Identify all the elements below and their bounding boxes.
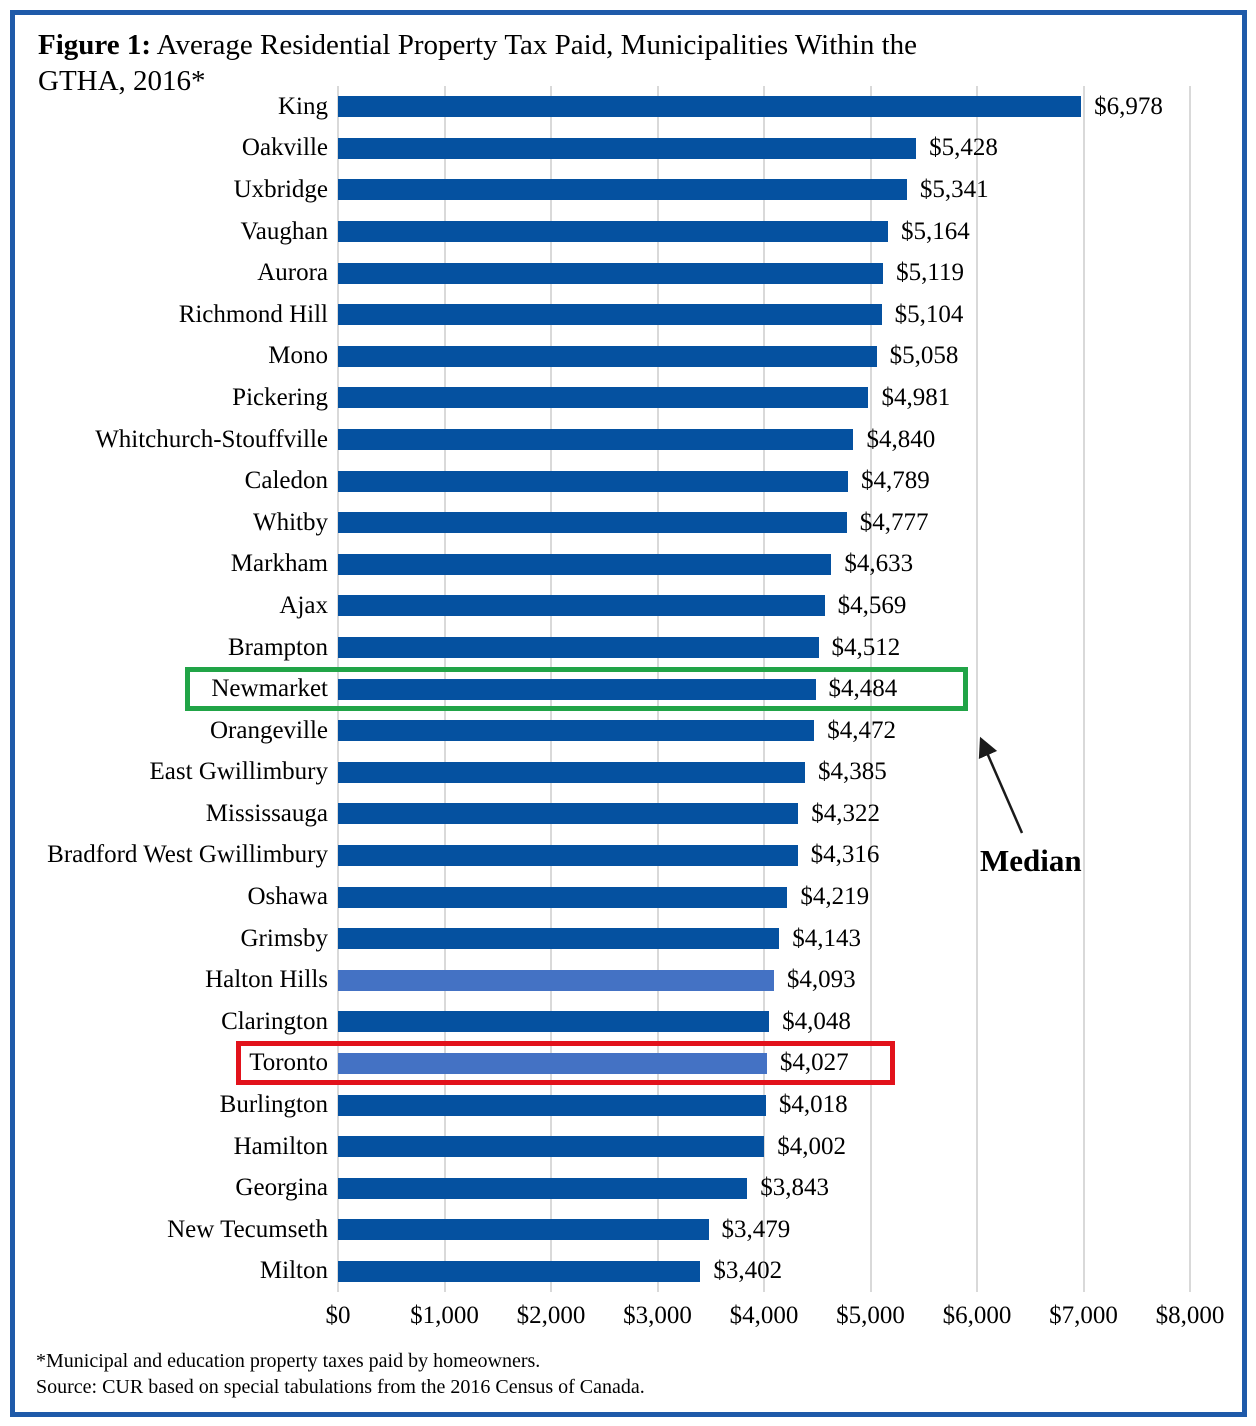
x-tick-label: $2,000 bbox=[516, 1302, 586, 1329]
category-label: Halton Hills bbox=[205, 966, 328, 994]
bar-row bbox=[28, 128, 1228, 170]
bar-zone bbox=[338, 294, 1190, 336]
x-tick-label: $1,000 bbox=[410, 1302, 479, 1329]
bar-row bbox=[28, 1001, 1228, 1043]
bar-row bbox=[28, 918, 1228, 960]
category-label: King bbox=[278, 92, 328, 120]
category-label: Vaughan bbox=[240, 217, 328, 245]
bar-row bbox=[28, 752, 1228, 794]
bar bbox=[338, 679, 816, 700]
bar bbox=[338, 387, 868, 408]
value-label: $4,484 bbox=[828, 675, 898, 703]
category-label: Markham bbox=[230, 550, 328, 578]
value-label: $4,316 bbox=[810, 841, 880, 869]
bar-row bbox=[28, 211, 1228, 253]
category-label: Clarington bbox=[221, 1007, 328, 1035]
bar-row bbox=[28, 1043, 1228, 1085]
value-label: $5,428 bbox=[929, 134, 998, 162]
bar-zone bbox=[338, 918, 1190, 960]
category-label: Milton bbox=[259, 1257, 328, 1285]
bar bbox=[338, 595, 825, 616]
bar-zone bbox=[338, 1043, 1190, 1085]
value-label: $4,569 bbox=[837, 591, 907, 619]
bar bbox=[338, 96, 1081, 117]
bar bbox=[338, 1095, 766, 1116]
bar-zone bbox=[338, 502, 1190, 544]
bar-row bbox=[28, 585, 1228, 627]
category-label: Newmarket bbox=[211, 675, 328, 703]
bar bbox=[338, 928, 779, 949]
category-label: Grimsby bbox=[240, 924, 328, 952]
category-label: Mono bbox=[268, 342, 328, 370]
x-tick-label: $7,000 bbox=[1049, 1302, 1118, 1329]
title-figure-number: Figure 1: bbox=[38, 29, 152, 61]
bar bbox=[338, 471, 848, 492]
bar bbox=[338, 1011, 769, 1032]
category-label: Ajax bbox=[279, 591, 328, 619]
value-label: $4,018 bbox=[778, 1091, 848, 1119]
bar bbox=[338, 1178, 747, 1199]
category-label: Oshawa bbox=[247, 883, 328, 911]
bar bbox=[338, 138, 916, 159]
chart-title bbox=[38, 27, 988, 99]
category-label: Uxbridge bbox=[233, 175, 328, 203]
category-label: Whitby bbox=[253, 508, 328, 536]
x-tick-label: $5,000 bbox=[836, 1302, 905, 1329]
value-label: $4,472 bbox=[827, 716, 897, 744]
bar-zone bbox=[338, 419, 1190, 461]
bar-zone bbox=[338, 460, 1190, 502]
category-label: New Tecumseth bbox=[167, 1215, 328, 1243]
category-label: Pickering bbox=[232, 383, 328, 411]
value-label: $4,789 bbox=[861, 467, 930, 495]
x-tick-label: $4,000 bbox=[729, 1302, 799, 1329]
title-text-line1: Average Residential Property Tax Paid, Municipalities Within the bbox=[151, 29, 917, 61]
bar-row bbox=[28, 627, 1228, 669]
value-label: $4,633 bbox=[844, 550, 914, 578]
value-label: $4,027 bbox=[779, 1049, 849, 1077]
category-label: Aurora bbox=[257, 259, 328, 287]
x-tick-label: $0 bbox=[325, 1302, 351, 1329]
bar bbox=[338, 803, 798, 824]
category-label: East Gwillimbury bbox=[149, 758, 328, 786]
bar-row bbox=[28, 377, 1228, 419]
title-text-line2: GTHA, 2016* bbox=[38, 65, 206, 97]
value-label: $4,143 bbox=[792, 924, 861, 952]
category-label: Toronto bbox=[249, 1049, 328, 1077]
value-label: $4,981 bbox=[881, 383, 951, 411]
value-label: $5,104 bbox=[894, 300, 964, 328]
category-label: Oakville bbox=[241, 134, 328, 162]
bar-row bbox=[28, 668, 1228, 710]
bar-row bbox=[28, 169, 1228, 211]
bar-zone bbox=[338, 876, 1190, 918]
bar-row bbox=[28, 1251, 1228, 1293]
value-label: $4,777 bbox=[859, 508, 929, 536]
bar-zone bbox=[338, 793, 1190, 835]
bar-zone bbox=[338, 1209, 1190, 1251]
bar-zone bbox=[338, 668, 1190, 710]
bar-row bbox=[28, 336, 1228, 378]
bar bbox=[338, 263, 883, 284]
bar-row bbox=[28, 544, 1228, 586]
value-label: $5,119 bbox=[896, 259, 964, 287]
bar-zone bbox=[338, 1084, 1190, 1126]
category-label: Richmond Hill bbox=[178, 300, 328, 328]
value-label: $3,402 bbox=[713, 1257, 783, 1285]
bar bbox=[338, 762, 805, 783]
category-label: Caledon bbox=[244, 467, 328, 495]
category-label: Burlington bbox=[219, 1091, 328, 1119]
bar-zone bbox=[338, 1167, 1190, 1209]
value-label: $5,058 bbox=[889, 342, 959, 370]
bar-zone bbox=[338, 252, 1190, 294]
value-label: $4,385 bbox=[818, 758, 887, 786]
bar bbox=[338, 1053, 767, 1074]
category-label: Georgina bbox=[235, 1174, 328, 1202]
value-label: $3,843 bbox=[760, 1174, 830, 1202]
bar bbox=[338, 554, 831, 575]
value-label: $4,093 bbox=[786, 966, 856, 994]
bar-zone bbox=[338, 959, 1190, 1001]
bar-row bbox=[28, 1209, 1228, 1251]
bar bbox=[338, 179, 907, 200]
value-label: $3,479 bbox=[721, 1215, 791, 1243]
x-tick-label: $6,000 bbox=[942, 1302, 1012, 1329]
category-label: Orangeville bbox=[209, 716, 328, 744]
value-label: $4,322 bbox=[811, 799, 881, 827]
value-label: $4,002 bbox=[777, 1132, 846, 1160]
bar-zone bbox=[338, 710, 1190, 752]
bar bbox=[338, 1136, 764, 1157]
category-label: Whitchurch-Stouffville bbox=[95, 425, 328, 453]
bar-zone bbox=[338, 211, 1190, 253]
bar-row bbox=[28, 1167, 1228, 1209]
bar bbox=[338, 720, 814, 741]
x-axis bbox=[325, 1302, 1225, 1334]
category-label: Brampton bbox=[228, 633, 328, 661]
bar bbox=[338, 1261, 700, 1282]
value-label: $5,164 bbox=[900, 217, 970, 245]
median-arrow-icon bbox=[952, 722, 1042, 842]
bar-zone bbox=[338, 336, 1190, 378]
value-label: $4,512 bbox=[831, 633, 901, 661]
bar-row bbox=[28, 502, 1228, 544]
bar-row bbox=[28, 460, 1228, 502]
bar-rows-container bbox=[28, 86, 1228, 1292]
bar bbox=[338, 512, 847, 533]
bar-row bbox=[28, 419, 1228, 461]
value-label: $4,048 bbox=[782, 1007, 851, 1035]
bar-zone bbox=[338, 169, 1190, 211]
bar-zone bbox=[338, 377, 1190, 419]
bar-zone bbox=[338, 1001, 1190, 1043]
bar-zone bbox=[338, 1126, 1190, 1168]
value-label: $6,978 bbox=[1094, 92, 1163, 120]
bar bbox=[338, 346, 877, 367]
bar-zone bbox=[338, 1251, 1190, 1293]
value-label: $4,219 bbox=[800, 883, 870, 911]
bar-row bbox=[28, 1084, 1228, 1126]
bar bbox=[338, 637, 819, 658]
category-label: Mississauga bbox=[205, 799, 328, 827]
bar bbox=[338, 970, 774, 991]
footnote-asterisk: *Municipal and education property taxes paid by homeowners. bbox=[36, 1350, 541, 1372]
bar-row bbox=[28, 876, 1228, 918]
bar bbox=[338, 1219, 709, 1240]
category-label: Hamilton bbox=[233, 1132, 328, 1160]
bar-zone bbox=[338, 627, 1190, 669]
x-tick-label: $8,000 bbox=[1155, 1302, 1225, 1329]
x-tick-label: $3,000 bbox=[623, 1302, 692, 1329]
bar-zone bbox=[338, 585, 1190, 627]
bar-row bbox=[28, 710, 1228, 752]
bar-row bbox=[28, 793, 1228, 835]
value-label: $5,341 bbox=[919, 175, 989, 203]
bar-row bbox=[28, 1126, 1228, 1168]
bar-row bbox=[28, 959, 1228, 1001]
footnote-source: Source: CUR based on special tabulations from the 2016 Census of Canada. bbox=[36, 1376, 645, 1398]
bar-row bbox=[28, 252, 1228, 294]
value-label: $4,840 bbox=[866, 425, 936, 453]
bar bbox=[338, 221, 888, 242]
bar bbox=[338, 845, 798, 866]
bar bbox=[338, 887, 787, 908]
footnotes bbox=[36, 1348, 645, 1400]
bar-zone bbox=[338, 544, 1190, 586]
bar bbox=[338, 304, 882, 325]
bar bbox=[338, 429, 853, 450]
median-annotation-label: Median bbox=[980, 843, 1082, 878]
category-label: Bradford West Gwillimbury bbox=[47, 841, 328, 869]
bar-zone bbox=[338, 128, 1190, 170]
bar-zone bbox=[338, 752, 1190, 794]
bar-row bbox=[28, 294, 1228, 336]
